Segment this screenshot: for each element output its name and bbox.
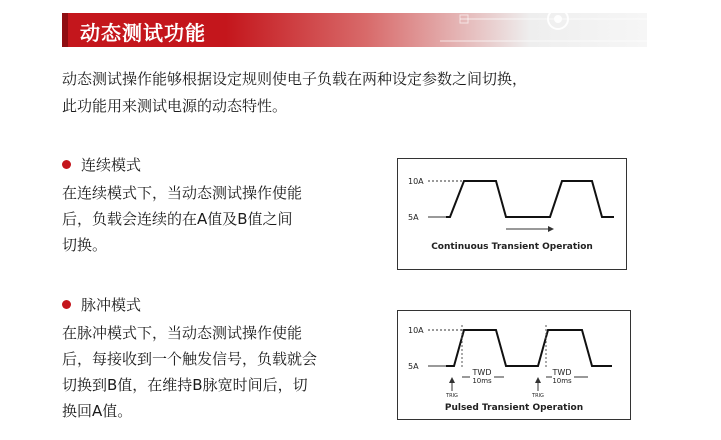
bullet-icon xyxy=(62,300,71,309)
mode-desc-line: 在连续模式下，当动态测试操作使能 xyxy=(62,184,303,202)
trigger-label: TRIG xyxy=(532,393,544,399)
pulse-width-label: TWD xyxy=(552,368,572,377)
mode-title-text: 连续模式 xyxy=(81,156,142,174)
continuous-mode-heading xyxy=(62,154,141,176)
low-level-label: 5A xyxy=(408,213,419,222)
header-accent-bar xyxy=(62,13,68,47)
pulse-time-label: 10ms xyxy=(472,377,492,385)
intro-paragraph xyxy=(62,66,682,120)
header-decoration xyxy=(440,13,647,47)
bullet-icon xyxy=(62,160,71,169)
pulse-width-label: TWD xyxy=(472,368,492,377)
continuous-waveform-diagram xyxy=(397,158,627,270)
mode-desc-line: 切换。 xyxy=(62,236,108,254)
intro-line: 此功能用来测试电源的动态特性。 xyxy=(62,97,288,115)
arrow-head-icon xyxy=(548,226,554,232)
mode-desc-line: 换回A值。 xyxy=(62,402,133,420)
trigger-label: TRIG xyxy=(446,393,458,399)
low-level-label: 5A xyxy=(408,362,419,371)
high-level-label: 10A xyxy=(408,177,424,186)
mode-desc-line: 后，每接收到一个触发信号，负载就会 xyxy=(62,350,318,368)
diagram-caption: Continuous Transient Operation xyxy=(431,242,593,252)
mode-desc-line: 后，负载会连续的在A值及B值之间 xyxy=(62,210,293,228)
trigger-arrow-icon xyxy=(535,377,541,383)
intro-line: 动态测试操作能够根据设定规则使电子负载在两种设定参数之间切换， xyxy=(62,70,528,88)
mode-title-text: 脉冲模式 xyxy=(81,296,142,314)
page-title: 动态测试功能 xyxy=(80,21,206,45)
pulsed-mode-heading xyxy=(62,294,141,316)
diagram-caption: Pulsed Transient Operation xyxy=(444,403,584,413)
pulsed-mode-description xyxy=(62,320,362,424)
continuous-mode-description xyxy=(62,180,362,258)
mode-desc-line: 切换到B值，在维持B脉宽时间后，切 xyxy=(62,376,308,394)
pulse-time-label: 10ms xyxy=(552,377,572,385)
pulsed-waveform-trace xyxy=(446,330,612,366)
high-level-label: 10A xyxy=(408,326,424,335)
trigger-arrow-icon xyxy=(449,377,455,383)
continuous-waveform-trace xyxy=(446,181,614,217)
pulsed-waveform-diagram xyxy=(397,310,631,420)
mode-desc-line: 在脉冲模式下，当动态测试操作使能 xyxy=(62,324,303,342)
